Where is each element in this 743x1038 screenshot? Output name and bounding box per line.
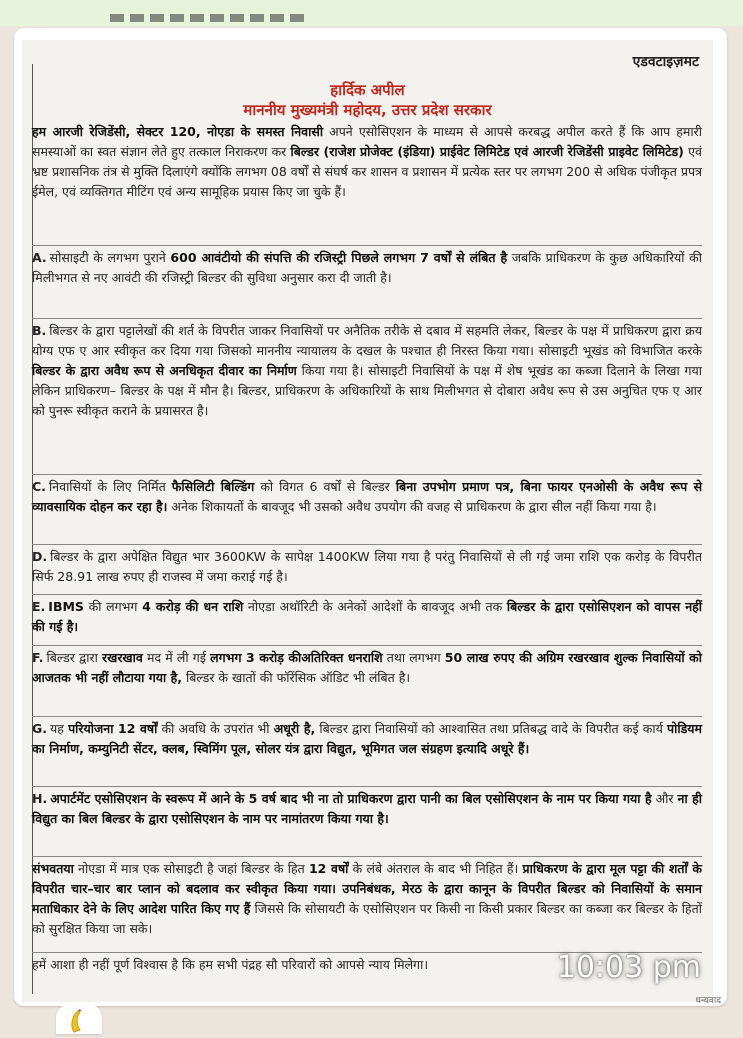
divider — [32, 544, 702, 545]
divider — [32, 716, 702, 717]
closing-paragraph: संभवतया नोएडा में मात्र एक सोसाइटी है जहां बिल्डर के हित 12 वर्षों के लंबे अंतराल के बाद भी निहित हैं। प्राधिकरण के द्वारा मूल पट्टा की शर्तों के विपरीत चार–चार बार प्लान को बदलाव कर स्वीकृत किया गया। उपनिबंधक, मेरठ के द्वारा कानून के विपरीत बिल्डर को निवासियों के समान मताधिकार देने के लिए आदेश पारित किए गए हैं जिससे कि सोसायटी के एसोसिएशन पर किसी ना किसी प्रकार बिल्डर का कब्जा कर बिल्डर के हितों को सुरक्षित किया जा सके। — [32, 861, 702, 936]
intro-paragraph: हम आरजी रेजिडेंसी, सेक्टर 120, नोएडा के समस्त निवासी अपने एसोसिएशन के माध्यम से आपसे करबद्ध अपील करते हैं कि आप हमारी समस्याओं का स्वत संज्ञान लेते हुए तत्काल निराकरण कर बिल्डर (राजेश प्रोजेक्ट (इंडिया) प्राईवेट लिमिटेड एवं आरजी रेजिडेंसी प्राइवेट लिमिटेड) एवं भ्रष्ट प्रशासनिक तंत्र से मुक्ति दिलाएंगे क्योंकि लगभग 08 वर्षों से संघर्ष कर शासन व प्रशासन में प्रत्येक स्तर पर लगभग 200 से अधिक पंजीकृत प्रपत्र ईमेल, एवं व्यक्तिगत मीटिंग एवं अन्य सामूहिक प्रयास किए जा चुके हैं। — [32, 124, 702, 199]
divider — [32, 645, 702, 646]
advertisement-label: एडवटाइज़मट — [632, 54, 699, 70]
message-timestamp: 10:03 pm — [556, 950, 701, 985]
newspaper-clipping-image[interactable] — [22, 40, 713, 1002]
divider — [32, 245, 702, 246]
reaction-badge[interactable] — [56, 1004, 102, 1034]
cut-off-signoff: धन्यवाद — [695, 996, 721, 1006]
divider — [32, 594, 702, 595]
appeal-title: हार्दिक अपील — [330, 81, 405, 99]
divider — [32, 786, 702, 787]
point-f: F. बिल्डर द्वारा रखरखाव मद में ली गई लगभग 3 करोड़ कीअतिरिक्त धनराशि तथा लगभग 50 लाख रुपए की अग्रिम रखरखाव शुल्क निवासियों को आजतक भी नहीं लौटाया गया है, बिल्डर के खातों की फॉरेंसिक ऑडिट भी लंबित है। — [32, 650, 703, 685]
point-e: E. IBMS की लगभग 4 करोड़ की धन राशि नोएडा अथॉरिटी के अनेकों आदेशों के बावजूद अभी तक बिल्डर के द्वारा एसोसिएशन को वापस नहीं की गई है। — [32, 599, 703, 634]
final-line: हमें आशा ही नहीं पूर्ण विश्वास है कि हम सभी पंद्रह सौ परिवारों को आपसे न्याय मिलेगा। — [32, 957, 429, 972]
addressee-heading: माननीय मुख्यमंत्री महोदय, उत्तर प्रदेश सरकार — [243, 101, 492, 119]
point-g: G. यह परियोजना 12 वर्षों की अवधि के उपरांत भी अधूरी है, बिल्डर द्वारा निवासियों को आश्वासित तथा प्रतिबद्ध वादे के विपरीत कई कार्य पोडियम का निर्माण, कम्युनिटी सेंटर, क्लब, स्विमिंग पूल, सोलर यंत्र द्वारा विद्युत, भूमिगत जल संग्रहण इत्यादि अधूरे हैं। — [32, 721, 703, 756]
point-c: C. निवासियों के लिए निर्मित फैसिलिटी बिल्डिंग को विगत 6 वर्षों से बिल्डर बिना उपभोग प्रमाण पत्र, बिना फायर एनओसी के अवैध रूप से व्यावसायिक दोहन कर रहा है। अनेक शिकायतों के बावजूद भी उसको अवैध उपयोग की वजह से प्राधिकरण के द्वारा सील नहीं किया गया है। — [32, 479, 703, 514]
previous-message-edge — [0, 0, 743, 26]
banana-emoji-icon — [68, 1008, 90, 1034]
point-h: H. अपार्टमेंट एसोसिएशन के स्वरूप में आने के 5 वर्ष बाद भी ना तो प्राधिकरण द्वारा पानी का बिल एसोसिएशन के नाम पर किया गया है और ना ही विद्युत का बिल बिल्डर के द्वारा एसोसिएशन के नाम पर नामांतरण किया गया है। — [32, 791, 702, 826]
divider — [32, 474, 702, 475]
previous-message-text-fragment — [110, 14, 310, 22]
point-d: D. बिल्डर के द्वारा अपेक्षित विद्युत भार 3600KW के सापेक्ष 1400KW लिया गया है परंतु निवासियों से ली गई जमा राशि एक करोड़ के विपरीत सिर्फ 28.91 लाख रुपए ही राजस्व में जमा कराई गई है। — [32, 549, 702, 584]
point-b: B. बिल्डर के द्वारा पट्टालेखों की शर्त के विपरीत जाकर निवासियों पर अनैतिक तरीके से दबाव में सहमति लेकर, बिल्डर के पक्ष में प्राधिकरण द्वारा क्रय योग्य एफ ए आर स्वीकृत कर दिया गया जिसको माननीय न्यायालय के दखल के पश्चात ही निरस्त किया गया। सोसाइटी भूखंड को विभाजित करके बिल्डर के द्वारा अवैध रूप से अनधिकृत दीवार का निर्माण किया गया है। सोसाइटी निवासियों के पक्ष में शेष भूखंड का कब्जा दिलाने के लिखा गया लेकिन प्राधिकरण– बिल्डर के पक्ष में मौन है। बिल्डर, प्राधिकरण के अधिकारियों के साथ मिलीभगत से दोबारा अवैध रूप से उस अनुचित एफ ए आर को पुनरू स्वीकृत कराने के प्रयासरत है। — [32, 323, 702, 418]
divider — [32, 318, 702, 319]
divider — [32, 856, 702, 857]
column-border-line — [32, 64, 33, 994]
point-a: A. सोसाइटी के लगभग पुराने 600 आवंटीयो की संपत्ति की रजिस्ट्री पिछले लगभग 7 वर्षों से लंबित है जबकि प्राधिकरण के कुछ अधिकारियों की मिलीभगत से नए आवंटी की रजिस्ट्री बिल्डर की सुविधा अनुसार करा दी जाती है। — [32, 250, 702, 285]
